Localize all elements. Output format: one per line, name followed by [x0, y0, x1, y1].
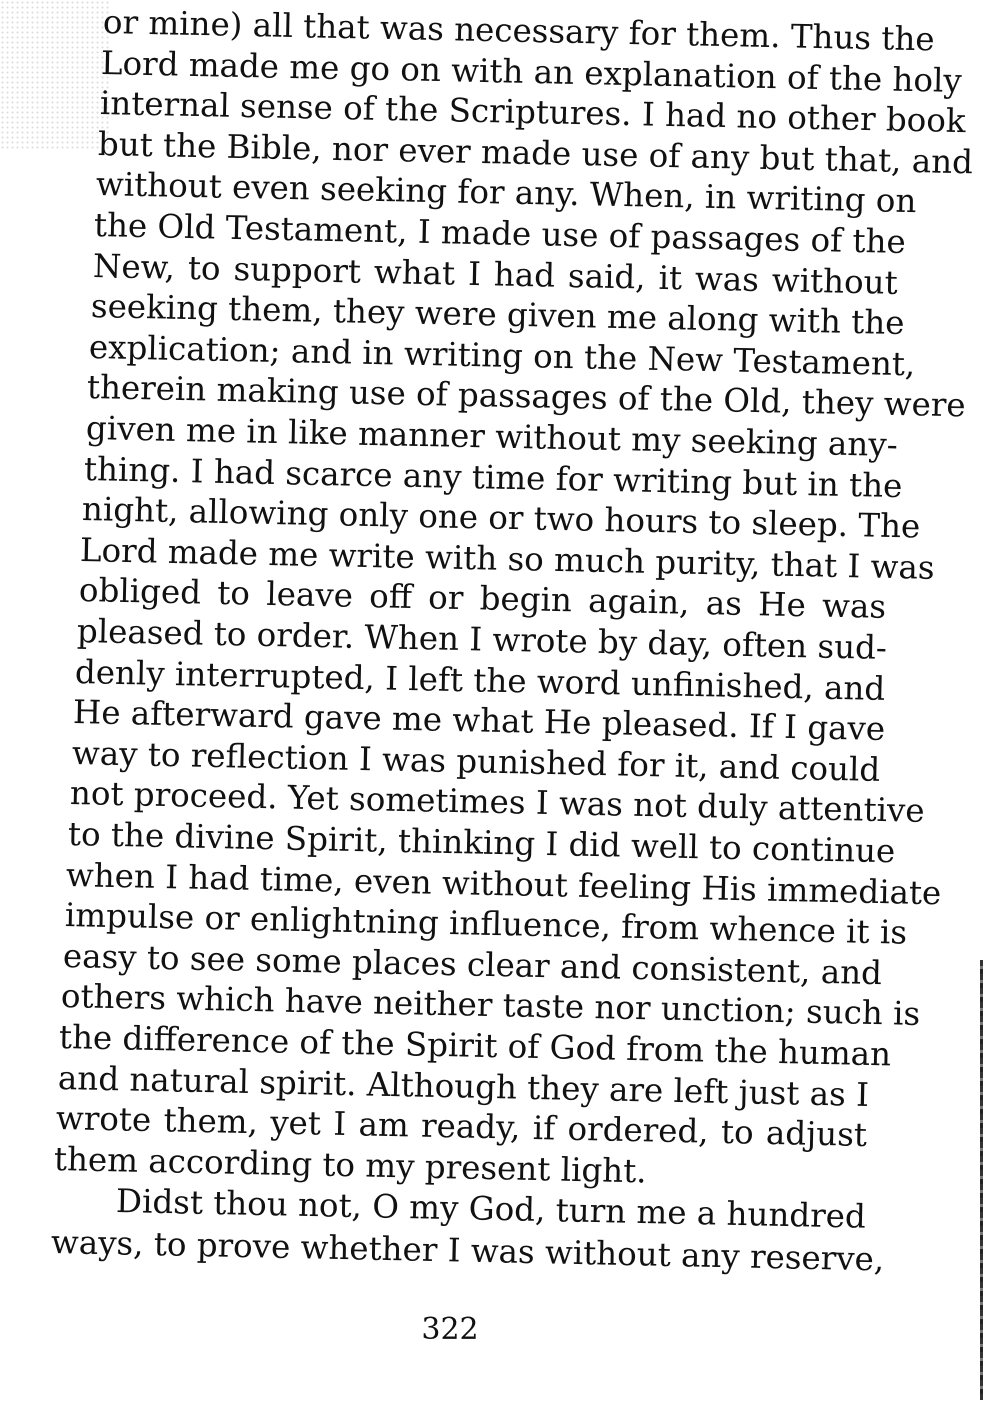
text-line: He afterward gave me what He pleased. If I gave [72, 693, 886, 749]
text-line: ways, to prove whether I was without any reserve, [50, 1223, 885, 1279]
text-line: wrote them, yet I am ready, if ordered, to adjust [55, 1099, 868, 1155]
text-line: way to reflection I was punished for it, and could [71, 733, 881, 789]
text-line: not proceed. Yet sometimes I was not duly attentive [69, 774, 925, 831]
text-line: New, to support what I had said, it was without [92, 246, 898, 302]
text-line: Didst thou not, O my God, turn me a hundred [115, 1182, 867, 1237]
text-line: them according to my present light. [53, 1139, 647, 1191]
text-line: easy to see some places clear and consistent, and [62, 936, 883, 992]
text-line: or mine) all that was necessary for them. Thus the [102, 3, 935, 59]
text-line: given me in like manner without my seeking any- [85, 409, 898, 464]
text-line: but the Bible, nor ever made use of any but that, and [97, 124, 974, 182]
text-line: pleased to order. When I wrote by day, often sud- [76, 612, 888, 667]
text-line: internal sense of the Scriptures. I had no other book [99, 84, 966, 141]
text-line: the Old Testament, I made use of passages of the [93, 206, 907, 261]
scan-edge [980, 960, 983, 1400]
text-line: impulse or enlightning influence, from whence it is [64, 896, 907, 952]
text-line: obliged to leave off or begin again, as He was [78, 571, 886, 627]
text-line: the difference of the Spirit of God from the human [58, 1018, 892, 1074]
text-line: therein making use of passages of the Old, they were [86, 368, 967, 425]
text-line: others which have neither taste nor unction; such is [60, 977, 921, 1034]
text-line: seeking them, they were given me along with the [90, 287, 905, 343]
text-line: when I had time, even without feeling His immediate [65, 855, 942, 912]
text-line: Lord made me go on with an explanation of the holy [100, 43, 963, 100]
scan-speckle [0, 0, 110, 150]
text-line: denly interrupted, I left the word unfinished, and [74, 652, 886, 708]
text-line: night, allowing only one or two hours to sleep. The [81, 490, 921, 546]
text-line: thing. I had scarce any time for writing but in the [83, 449, 903, 505]
text-line: and natural spirit. Although they are left just as I [57, 1058, 869, 1114]
page-number: 322 [421, 1312, 479, 1347]
text-line: Lord made me write with so much purity, that I was [79, 530, 936, 587]
text-line: to the divine Spirit, thinking I did well to continue [67, 815, 896, 871]
text-line: explication; and in writing on the New Testament, [88, 327, 916, 384]
text-line: without even seeking for any. When, in writing on [95, 165, 917, 221]
